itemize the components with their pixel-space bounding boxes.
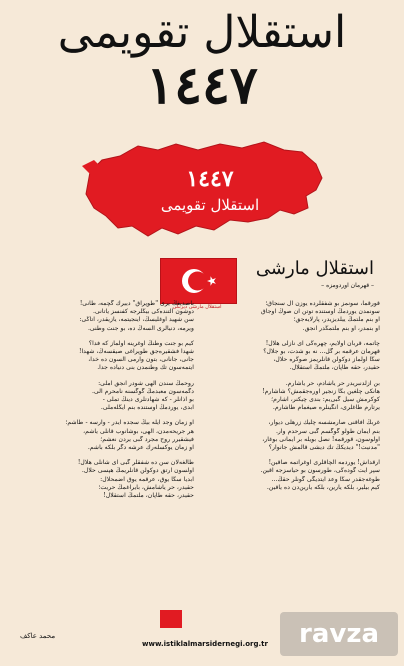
map-year: ١٤٤٧ <box>186 166 234 192</box>
crescent-star-icon <box>161 259 236 303</box>
poem-line: ویرمه، دنیالری آلسه‌ڭ ده، بو جنت وطنی. <box>87 324 194 332</box>
poem-line: سن شهید اوغلیسڭ، اینجیتمه، یازیقدر، آتاڭی: <box>79 316 194 324</box>
poem-line: دوشون آلتنده‌کی بیڭلرجه کفنسز یاتانی. <box>92 308 194 316</box>
poem-line: حقیدر، حقه طاپان، ملتمڭ استقلال. <box>289 364 380 372</box>
poem-line: طالغه‌لان سن ده شفقلر گبی ای شانلی هلال! <box>77 459 194 467</box>
poem-line: ایتمه‌سون تك وطنمدن بنی دنیاده جدا. <box>97 364 194 372</box>
poster-year: ١٤٤٧ <box>146 55 258 116</box>
poem-stanza <box>200 340 380 373</box>
poem-stanza <box>14 340 194 373</box>
flag-caption: استقلال مارشی دیرنگی <box>172 304 222 310</box>
poem-line: روحمڭ سندن الهی شودر انجق املی: <box>98 379 194 387</box>
poem-stanza <box>14 459 194 500</box>
association-logo-icon <box>160 610 182 628</box>
poem-line: بو اذانلر - که شهادتلری دینڭ تملی - <box>102 396 194 404</box>
poem-line: بن ازلدنبریدر حر یاشادم، حر یاشارم. <box>285 379 380 387</box>
poem-line: اولوسون، قورقمه! نصل بویله بر ایمانی بوغار، <box>262 435 380 443</box>
poem-stanza <box>14 300 194 333</box>
poem-line: قورقما، سونمز بو شفقلرده یوزن آل سنجاق؛ <box>265 300 380 307</box>
poem-line: اولسون آرتق دوكولن قانلریمڭ هپسی حلال. <box>81 467 194 475</box>
poster-title: استقلال تقويمى <box>57 7 347 58</box>
poem-stanza <box>200 300 380 333</box>
poem-line: کیم بو جنت وطنڭ اوغرینه اولماز که فدا؟ <box>88 339 194 347</box>
turkish-flag <box>160 258 237 304</box>
poem-line: جانی، جانانی، بتون وارمی آلسون ده خدا، <box>88 356 194 364</box>
march-subtitle: – قهرمان اوردومزه – <box>321 282 374 289</box>
poem-column-left <box>14 300 194 507</box>
poem-line: سڭا اولماز دوكولن قانلريمز صوڭره حلال، <box>273 356 380 364</box>
poem-stanza <box>14 419 194 452</box>
map-subtitle: استقلال تقويمى <box>160 196 260 214</box>
poem-line: غربڭ آفاقنی صارمشسه چلیك زرهلی دیوار، <box>268 419 380 427</box>
march-title: استقلال مارشی <box>255 258 374 279</box>
poem-stanza <box>200 459 380 492</box>
poem-line: حقیدر، حر یاشامش، بایراغمڭ حریت؛ <box>98 483 194 491</box>
poem-line: آرقداش! یوردمه آلچاقلری اوغراتمه صاقین! <box>268 459 380 467</box>
poem-line: طوغه‌جقدر سڭا وعد ایتدیگی گونلر حقڭ... <box>271 475 380 483</box>
poem-line: ابدی، یوردمڭ اوستنده بنم ایڭله‌ملی. <box>100 404 194 412</box>
poem-line: او بنم ملتمڭ ییلدیزیدر، پارلایه‌جق؛ <box>293 316 380 324</box>
poem-line: يرتارم طاغلری، انگینلره صیغمام طاشارم. <box>272 404 380 412</box>
poem-line: کیم بیلیر، بلکه یارین، بلکه یارین‌دن ده یاقین. <box>266 483 380 491</box>
poem-line: قهرمان عرقمه بر گل... نه بو شدت، بو جلال؟ <box>263 348 380 356</box>
footer-url[interactable]: www.istiklalmarsidernegi.org.tr <box>142 640 268 648</box>
poem-line: او زمان یوكسله‌رك عرشه دگر بلكه باشم. <box>87 444 194 452</box>
poem-line: ابدیا سڭا یوق، عرقمه یوق اضمحلال: <box>100 475 194 483</box>
poem-line: "مدنیت!" دیدیکڭ تك دیشی قالمش جانوار؟ <box>268 444 380 452</box>
poem-line: دگمه‌سون معبدمڭ گوگسنه نامحرم الی. <box>91 387 194 395</box>
poem-stanza <box>200 419 380 452</box>
poem-line: چاتمه، قربان اولايم، چهره‌ڭی ای نازلی هلال! <box>265 339 380 347</box>
poem-stanza <box>200 380 380 413</box>
poem-line: باصدیغڭ یری "طوپراق" دییرك گچمه، طانی! <box>79 300 194 307</box>
poem-line: هر جریحه‌مدن، الهی، بوشانوب قانلی یاشم، <box>83 427 194 435</box>
poem-line: شهدا فشقیره‌جق طوپراغی صیقسه‌ڭ، شهدا! <box>78 348 194 356</box>
poem-line: او زمان وجد ایله بیڭ سجده ایدر - وارسه - طاشم؛ <box>65 419 194 427</box>
poem-line: کوکرمش سیل گبی‌یم: بندی چیکنر، آشارم؛ <box>271 396 380 404</box>
ravza-watermark: ravza <box>280 612 398 656</box>
poem-line: هانكی چلغین بڭا زنجیر اوره‌جقمش؟ شاشارم! <box>262 387 380 395</box>
poem-line: فیشقیرر روح مجرد گبی یردن نعشم؛ <box>100 435 194 443</box>
author-name: محمد عاکف <box>20 632 56 640</box>
poem-line: سپر ایت گوده‌ڭی، طورسون بو حیاسزجه آقین. <box>260 467 380 475</box>
poem-line: بنم ایمان طولو گوگسم گبی سرحدم وار. <box>275 427 380 435</box>
poem-column-right <box>200 300 380 499</box>
poem-line: سونمدن یوردمڭ اوستنده توتن ان صوڭ اوجاق <box>261 308 380 316</box>
poem-stanza <box>14 380 194 413</box>
poem-line: او بنمدر، او بنم ملتمڭدر آنجق. <box>302 324 380 332</box>
poem-line: حقیدر، حقه طاپان، ملتمڭ استقلال! <box>103 492 194 500</box>
